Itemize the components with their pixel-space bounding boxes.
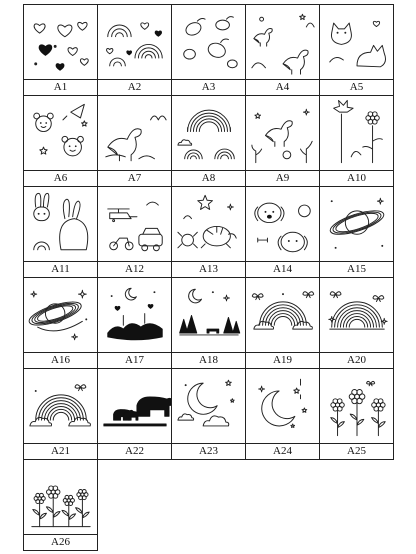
wildflowers-illustration — [26, 461, 96, 534]
sticker-cell-a16 — [23, 277, 98, 369]
rainbow-butterflies-illustration — [322, 279, 392, 352]
dinosaurs-illustration — [248, 6, 318, 79]
bunnies-illustration — [26, 188, 96, 261]
sticker-cell-a10 — [319, 95, 394, 187]
sticker-cell-a11 — [23, 186, 98, 278]
sticker-cell-a19 — [245, 277, 320, 369]
sticker-cell-a6 — [23, 95, 98, 187]
sticker-label: A15 — [320, 261, 393, 277]
sticker-label: A1 — [24, 79, 97, 95]
sticker-label: A9 — [246, 170, 319, 186]
rainbow-illustration — [26, 370, 96, 443]
sticker-cell-a15 — [319, 186, 394, 278]
tattoo-sticker-grid — [23, 4, 393, 549]
dogs-illustration — [248, 188, 318, 261]
sticker-cell-a20 — [319, 277, 394, 369]
sticker-label: A2 — [98, 79, 171, 95]
sticker-cell-a8 — [171, 95, 246, 187]
vehicles-illustration — [100, 188, 170, 261]
night-hills-illustration — [100, 279, 170, 352]
rainbows-hearts-illustration — [100, 6, 170, 79]
sticker-label: A20 — [320, 352, 393, 368]
sticker-label: A24 — [246, 443, 319, 459]
cats-illustration — [322, 6, 392, 79]
sticker-cell-a12 — [97, 186, 172, 278]
flowers-illustration — [322, 97, 392, 170]
planet-illustration — [322, 188, 392, 261]
sticker-label: A14 — [246, 261, 319, 277]
rainbow-clouds-illustration — [248, 279, 318, 352]
moon-forest-illustration — [174, 279, 244, 352]
hearts-illustration — [26, 6, 96, 79]
sticker-cell-a18 — [171, 277, 246, 369]
sticker-label: A11 — [24, 261, 97, 277]
sticker-cell-a2 — [97, 4, 172, 96]
sticker-label: A12 — [98, 261, 171, 277]
sticker-cell-a3 — [171, 4, 246, 96]
sticker-label: A7 — [98, 170, 171, 186]
sticker-cell-a24 — [245, 368, 320, 460]
sticker-cell-a5 — [319, 4, 394, 96]
sticker-label: A26 — [24, 534, 97, 550]
three-flowers-illustration — [322, 370, 392, 443]
moon-clouds-illustration — [174, 370, 244, 443]
sticker-cell-a25 — [319, 368, 394, 460]
sticker-label: A16 — [24, 352, 97, 368]
planet-stars-illustration — [26, 279, 96, 352]
sticker-cell-a26 — [23, 459, 98, 551]
sticker-cell-a22 — [97, 368, 172, 460]
sticker-label: A13 — [172, 261, 245, 277]
sticker-label: A4 — [246, 79, 319, 95]
sticker-label: A8 — [172, 170, 245, 186]
sticker-label: A21 — [24, 443, 97, 459]
sticker-label: A23 — [172, 443, 245, 459]
sticker-cell-a17 — [97, 277, 172, 369]
sticker-label: A22 — [98, 443, 171, 459]
crescent-moon-illustration — [248, 370, 318, 443]
sticker-label: A3 — [172, 79, 245, 95]
sticker-label: A10 — [320, 170, 393, 186]
dinosaur-plants-illustration — [248, 97, 318, 170]
sticker-label: A19 — [246, 352, 319, 368]
sticker-cell-a13 — [171, 186, 246, 278]
sticker-cell-a4 — [245, 4, 320, 96]
sticker-label: A6 — [24, 170, 97, 186]
sticker-label: A18 — [172, 352, 245, 368]
sticker-cell-a23 — [171, 368, 246, 460]
boho-rainbows-illustration — [174, 97, 244, 170]
sticker-label: A25 — [320, 443, 393, 459]
sea-creatures-illustration — [174, 188, 244, 261]
sticker-cell-a9 — [245, 95, 320, 187]
sticker-label: A5 — [320, 79, 393, 95]
sticker-cell-a7 — [97, 95, 172, 187]
sticker-cell-a1 — [23, 4, 98, 96]
sticker-cell-a21 — [23, 368, 98, 460]
bear-silhouettes-illustration — [100, 370, 170, 443]
bears-rocket-illustration — [26, 97, 96, 170]
lemons-illustration — [174, 6, 244, 79]
sticker-label: A17 — [98, 352, 171, 368]
sticker-cell-a14 — [245, 186, 320, 278]
dinosaur-illustration — [100, 97, 170, 170]
